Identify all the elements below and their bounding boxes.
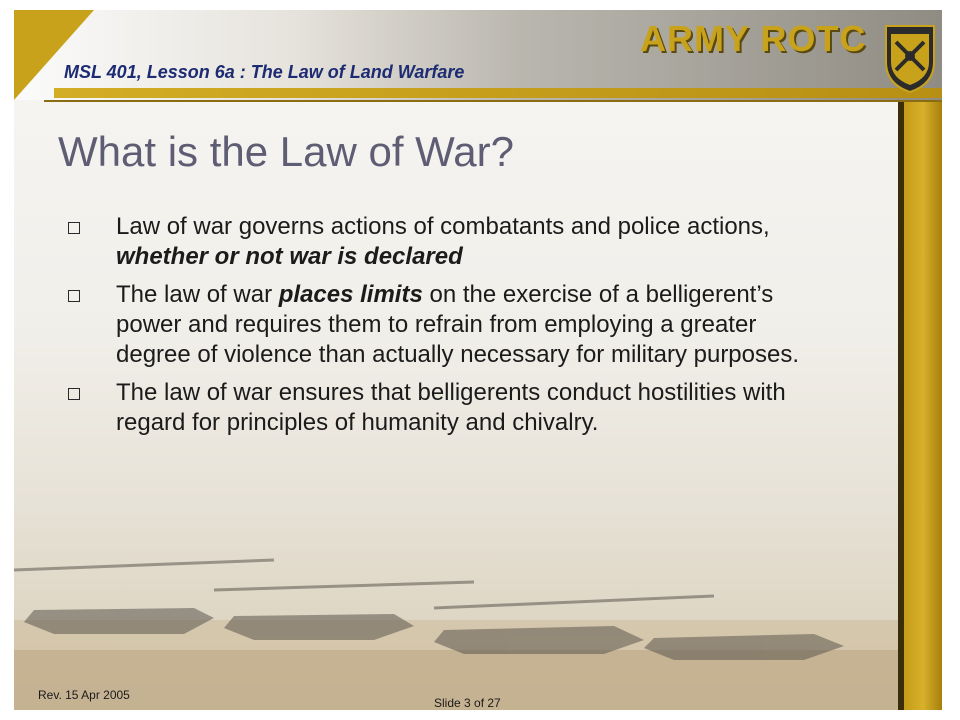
header-gold-stripe: [54, 88, 942, 98]
bullet-box-icon: [68, 388, 80, 400]
bullet-box-icon: [68, 222, 80, 234]
side-gold-bar: [904, 102, 942, 710]
bullet-box-icon: [68, 290, 80, 302]
header-divider: [44, 100, 942, 102]
bullet-list: [68, 212, 828, 446]
bullet-emphasis: places limits: [278, 281, 423, 308]
army-rotc-crest-icon: [882, 22, 938, 94]
bullet-item: [68, 280, 828, 370]
header-gold-corner: [14, 10, 94, 100]
slide-title: What is the Law of War?: [58, 128, 514, 175]
bullet-item: [68, 378, 828, 438]
brand-logo-text: ARMY ROTC: [640, 18, 867, 59]
revision-date: Rev. 15 Apr 2005: [38, 688, 130, 702]
bullet-text: Law of war governs actions of combatants and police actions,: [116, 213, 770, 240]
bullet-item: [68, 212, 828, 272]
bullet-text: The law of war: [116, 281, 279, 308]
bullet-text-after: on the exercise of a belligerent’s power and requires them to refrain from employing a greater degree of violence than actually necessary for military purposes.: [116, 281, 800, 368]
course-title: MSL 401, Lesson 6a : The Law of Land Warfare: [64, 62, 465, 82]
bullet-emphasis: whether or not war is declared: [116, 243, 463, 270]
helicopter-background-image: [14, 530, 898, 710]
slide-number: Slide 3 of 27: [434, 696, 501, 710]
bullet-text: The law of war ensures that belligerents conduct hostilities with regard for principles of humanity and chivalry.: [116, 379, 786, 436]
slide: [14, 10, 942, 710]
